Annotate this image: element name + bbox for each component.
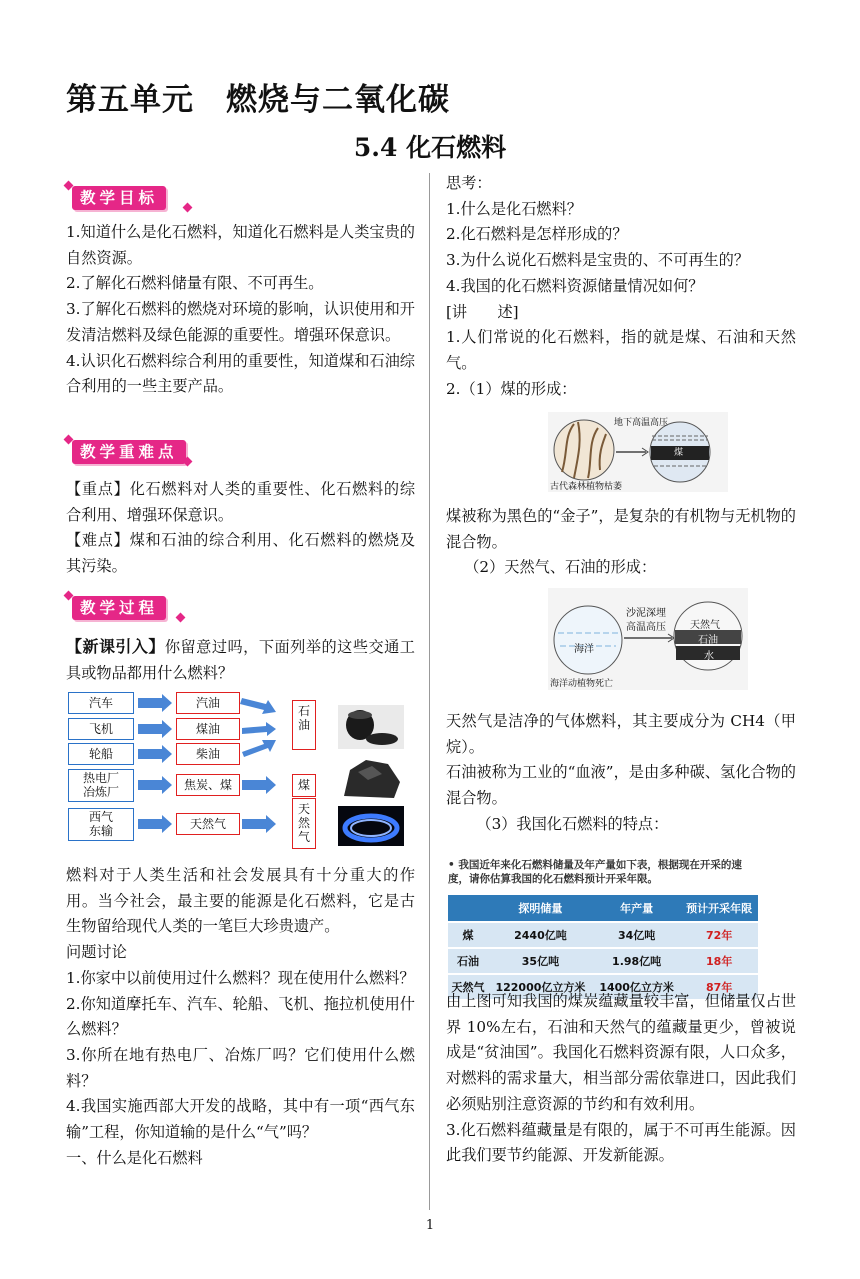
paragraph-china-features: （3）我国化石燃料的特点： [476,814,669,833]
intro-label: 【新课引入】 [66,637,165,656]
objective-2: 2.了解化石燃料储量有限、不可再生。 [66,274,324,293]
table-row [448,948,758,974]
gas-fig-mid2: 高温高压 [626,622,666,633]
paragraph-gas-formation: （2）天然气、石油的形成： [464,558,657,577]
objectives-list [66,220,415,400]
item-pipeline: 西气 东输 [68,808,134,841]
fuel-kerosene: 煤油 [176,718,240,740]
gas-fig-gas: 天然气 [690,620,720,631]
para-fuel-importance: 燃料对于人类生活和社会发展具有十分重大的作用。当今社会，最主要的能源是化石燃料，它是古生物留给现代人类的一笔巨大珍贵遗产。 [66,866,415,936]
paragraph-oil: 石油被称为工业的“血液”，是由多种碳、氢化合物的混合物。 [446,763,796,808]
table-header: 探明储量 [488,895,593,922]
banner-keypoints [62,436,202,470]
paragraph-gas: 天然气是洁净的气体燃料，其主要成分为 CH4（甲烷）。 [446,712,796,756]
item-plane: 飞机 [68,718,134,740]
gas-fig-oil: 石油 [698,635,718,646]
gas-fig-ocean: 海洋 [574,644,594,655]
reserves-table [448,895,758,999]
banner-process [62,592,202,626]
table-header [448,895,488,922]
intro [66,634,415,686]
item-car: 汽车 [68,692,134,714]
diamond-icon [183,457,193,467]
fuel-diesel: 柴油 [176,743,240,765]
banner-label: 教学目标 [72,186,166,210]
table-cell: 1.98亿吨 [593,948,680,974]
table-cell: 1400亿立方米 [593,974,680,999]
key-point: 【重点】化石燃料对人类的重要性、化石燃料的综合利用、增强环保意识。 [66,480,415,524]
gas-fig-mid1: 沙泥深埋 [626,608,666,619]
table-cell: 煤 [448,922,488,948]
diamond-icon [183,203,193,213]
unit-title: 第五单元 燃烧与二氧化碳 [66,82,450,118]
discussion-1: 1.你家中以前使用过什么燃料？现在使用什么燃料？ [66,968,415,987]
think-title: 思考： [446,174,492,192]
source-gas: 天 然 气 [292,798,316,849]
discussion-2: 2.你知道摩托车、汽车、轮船、飞机、拖拉机使用什么燃料？ [66,994,415,1039]
banner-label: 教学重难点 [72,440,186,464]
paragraph-fossil-def: 1.人们常说的化石燃料，指的就是煤、石油和天然气。 [446,328,796,372]
objective-3: 3.了解化石燃料的燃烧对环境的影响，认识使用和开发清洁燃料及绿色能源的重要性。增强环保意识。 [66,300,415,344]
page-number: 1 [425,1218,435,1233]
question-4: 4.我国的化石燃料资源储量情况如何？ [446,276,704,295]
question-2: 2.化石燃料是怎样形成的？ [446,225,628,244]
objective-4: 4.认识化石燃料综合利用的重要性，知道煤和石油综合利用的一些主要产品。 [66,351,415,396]
gas-flame-image [338,806,404,846]
table-header-row [448,895,758,922]
table-header: 预计开采年限 [680,895,758,922]
question-3: 3.为什么说化石燃料是宝贵的、不可再生的？ [446,251,750,270]
table-cell: 35亿吨 [488,948,593,974]
right-mid-text [446,504,796,581]
table-cell: 石油 [448,948,488,974]
right-lower-text-b [446,989,796,1169]
section-heading: 一、什么是化石燃料 [66,1148,203,1167]
right-lower-text-a [446,709,796,838]
key-points [66,477,415,580]
discussion-title: 问题讨论 [66,943,127,962]
coal-image [338,756,404,802]
coal-formation-figure [548,412,728,492]
paragraph-coal: 煤被称为黑色的“金子”，是复杂的有机物与无机物的混合物。 [446,507,796,551]
question-1: 1.什么是化石燃料？ [446,199,582,218]
left-lower-text [66,863,415,1171]
fuel-diagram [66,690,411,850]
banner-objectives [62,182,202,216]
column-divider [429,173,430,1210]
table-cell: 87年 [680,974,758,999]
table-cell: 天然气 [448,974,488,999]
coal-fig-top-label: 地下高温高压 [614,418,669,428]
fuel-gas: 天然气 [176,813,240,835]
paragraph-coal-formation: 2.（1）煤的形成： [446,379,577,398]
lecture-label: [讲 述] [446,302,519,321]
objective-1: 1.知道什么是化石燃料，知道化石燃料是人类宝贵的自然资源。 [66,223,415,267]
discussion-4: 4.我国实施西部大开发的战略，其中有一项“西气东输”工程，你知道输的是什么“气”吗？ [66,1097,415,1142]
source-oil: 石 油 [292,700,316,750]
difficult-point: 【难点】煤和石油的综合利用、化石燃料的燃烧及其污染。 [66,531,415,576]
diamond-icon [176,613,186,623]
coal-fig-bottom-label: 古代森林植物枯萎 [550,482,623,492]
right-upper-text [446,171,796,402]
table-cell: 2440亿吨 [488,922,593,948]
table-cell: 34亿吨 [593,922,680,948]
intro-text: 你留意过吗，下面列举的这些交通工具或物品都用什么燃料？ [66,638,415,682]
gas-oil-formation-figure [548,588,748,690]
table-cell: 72年 [680,922,758,948]
table-header: 年产量 [593,895,680,922]
gas-fig-bottom: 海洋动植物死亡 [550,679,614,689]
item-ship: 轮船 [68,743,134,765]
discussion-3: 3.你所在地有热电厂、冶炼厂吗？它们使用什么燃料？ [66,1045,415,1090]
paragraph-nonrenewable: 3.化石燃料蕴藏量是有限的，属于不可再生能源。因此我们要节约能源、开发新能源。 [446,1120,796,1165]
fuel-coke: 焦炭、煤 [176,774,240,796]
table-caption: • 我国近年来化石燃料储量及年产量如下表，根据现在开采的速度，请你估算我国的化石燃料预计开采年限。 [448,859,742,885]
oil-barrel-image [338,705,404,749]
fuel-gasoline: 汽油 [176,692,240,714]
table-row [448,922,758,948]
gas-fig-water: 水 [704,651,714,662]
item-plant: 热电厂 冶炼厂 [68,769,134,802]
banner-label: 教学过程 [72,596,166,620]
coal-fig-coal-label: 煤 [674,448,684,458]
paragraph-reserves: 由上图可知我国的煤炭蕴藏量较丰富，但储量仅占世界 10%左右，石油和天然气的蕴藏量更少，曾被说成是“贫油国”。我国化石燃料资源有限，人口众多，对燃料的需求量大，相当部分需依靠进口，因此我们必须贴别注意资源的节约和有效利用。 [446,992,796,1113]
table-cell: 18年 [680,948,758,974]
lesson-title: 5.4 化石燃料 [353,133,507,162]
table-cell: 122000亿立方米 [488,974,593,999]
source-coal: 煤 [292,774,316,797]
